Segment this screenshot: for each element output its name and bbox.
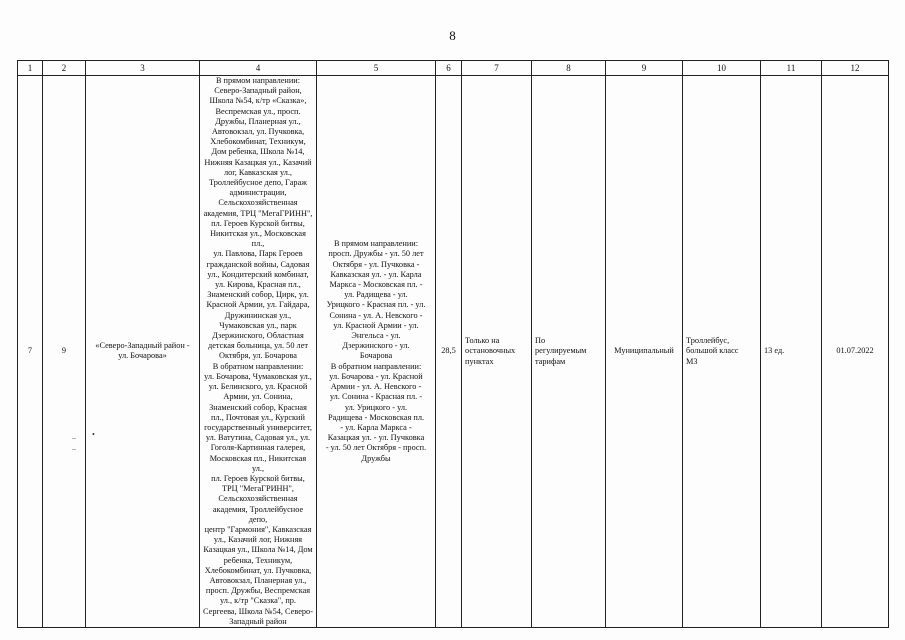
header-cell-8: 8 [532, 61, 606, 76]
boarding-order-cell [462, 76, 532, 628]
row-number-cell: 7 [18, 76, 43, 628]
route-table [17, 60, 889, 628]
scan-dot: .. [72, 432, 76, 441]
streets-list-text: В прямом направлении: просп. Дружбы - ул. 50 лет Октября - ул. Пучковка - Кавказская ул. - ул. Карла Маркса - Московская пл. - ул. Радищева - ул. Урицкого - Красная пл. - ул. Сонина - ул. А. Невского - ул. Красной Армии - ул. Энгельса - ул. Дзержинского - ул. Бочарова В обратном направлении: ул. Бочарова - ул. Красной Армии - ул. А. Невского - ул. Сонина - Красная пл. - ул. Урицкого - ул. Радищева - Московская пл. - ул. Карла Маркса - Казацкая ул. - ул. Пучковка - ул. 50 лет Октября - просп. Дружбы [325, 239, 427, 463]
boarding-order-text: Только на остановочных пунктах [465, 336, 516, 366]
header-cell-5: 5 [317, 61, 436, 76]
carrier-type-cell: Муниципальный [606, 76, 683, 628]
start-date-cell: 01.07.2022 [822, 76, 889, 628]
header-cell-2: 2 [43, 61, 86, 76]
header-cell-3: 3 [86, 61, 200, 76]
header-cell-12: 12 [822, 61, 889, 76]
header-cell-7: 7 [462, 61, 532, 76]
route-length-cell: 28,5 [436, 76, 462, 628]
stops-list-text: В прямом направлении: Северо-Западный район, Школа №54, к/тр «Сказка», Веспремская ул., просп. Дружбы, Планерная ул., Автовокзал, ул. Пучковка, Хлебокомбинат, Техникум, Дом ребенка, Школа №14, Нижняя Казацкая ул., Казачий лог, Кавказская ул., Троллейбусное депо, Гараж администрации, Сельскохозяйственная академия, ТРЦ "МегаГРИНН", пл. Героев Курской битвы, Никитская ул., Московская пл., ул. Павлова, Парк Героев гражданской войны, Садовая ул., Кондитерский комбинат, ул. Кирова, Красная пл., Знаменский собор, Цирк, ул. Красной Армии, ул. Гайдара, Дружининская ул., Чумаковская ул., парк Дзержинского, Областная детская больница, ул. 50 лет Октября, ул. Бочарова В обратном направлении: ул. Бочарова, Чумаковская ул., ул. Белинского, ул. Красной Армии, ул. Сонина, Знаменский собор, Красная пл., Почтовая ул., Курский государственный университет, ул. Ватутина, Садовая ул., ул. Гоголя-Картинная галерея, Московская пл., Никитская ул., пл. Героев Курской битвы, ТРЦ "МегаГРИНН", Сельскохозяйственная академия, Троллейбусное депо, центр "Гармония", Кавказская ул., Казачий лог, Нижняя Казацкая ул., Школа №14, Дом ребенка, Техникум, Хлебокомбинат, ул. Пучковка, Автовокзал, Планерная ул., просп. Дружбы, Веспремская ул., к/тр "Сказка", пр. Сергеева, Школа №54, Северо- Западный район [203, 76, 313, 626]
vehicle-count-cell: 13 ед. [761, 76, 822, 628]
route-name-text: «Северо-Западный район - ул. Бочарова» [95, 341, 190, 361]
table-header-row [18, 61, 889, 76]
header-cell-10: 10 [683, 61, 761, 76]
tariff-type-text: По регулируемым тарифам [535, 336, 587, 366]
route-number-cell: 9 [43, 76, 86, 628]
table-row [18, 76, 889, 628]
page-number: 8 [449, 28, 456, 43]
header-cell-1: 1 [18, 61, 43, 76]
header-cell-6: 6 [436, 61, 462, 76]
header-cell-9: 9 [606, 61, 683, 76]
stops-list-cell [200, 76, 317, 628]
tariff-type-cell [532, 76, 606, 628]
streets-list-cell [317, 76, 436, 628]
scan-dot: .. [72, 443, 76, 452]
vehicle-type-cell [683, 76, 761, 628]
header-cell-4: 4 [200, 61, 317, 76]
route-name-cell [86, 76, 200, 628]
vehicle-type-text: Троллейбус, большой класс М3 [686, 336, 739, 366]
scan-dot: • [92, 430, 95, 439]
header-cell-11: 11 [761, 61, 822, 76]
